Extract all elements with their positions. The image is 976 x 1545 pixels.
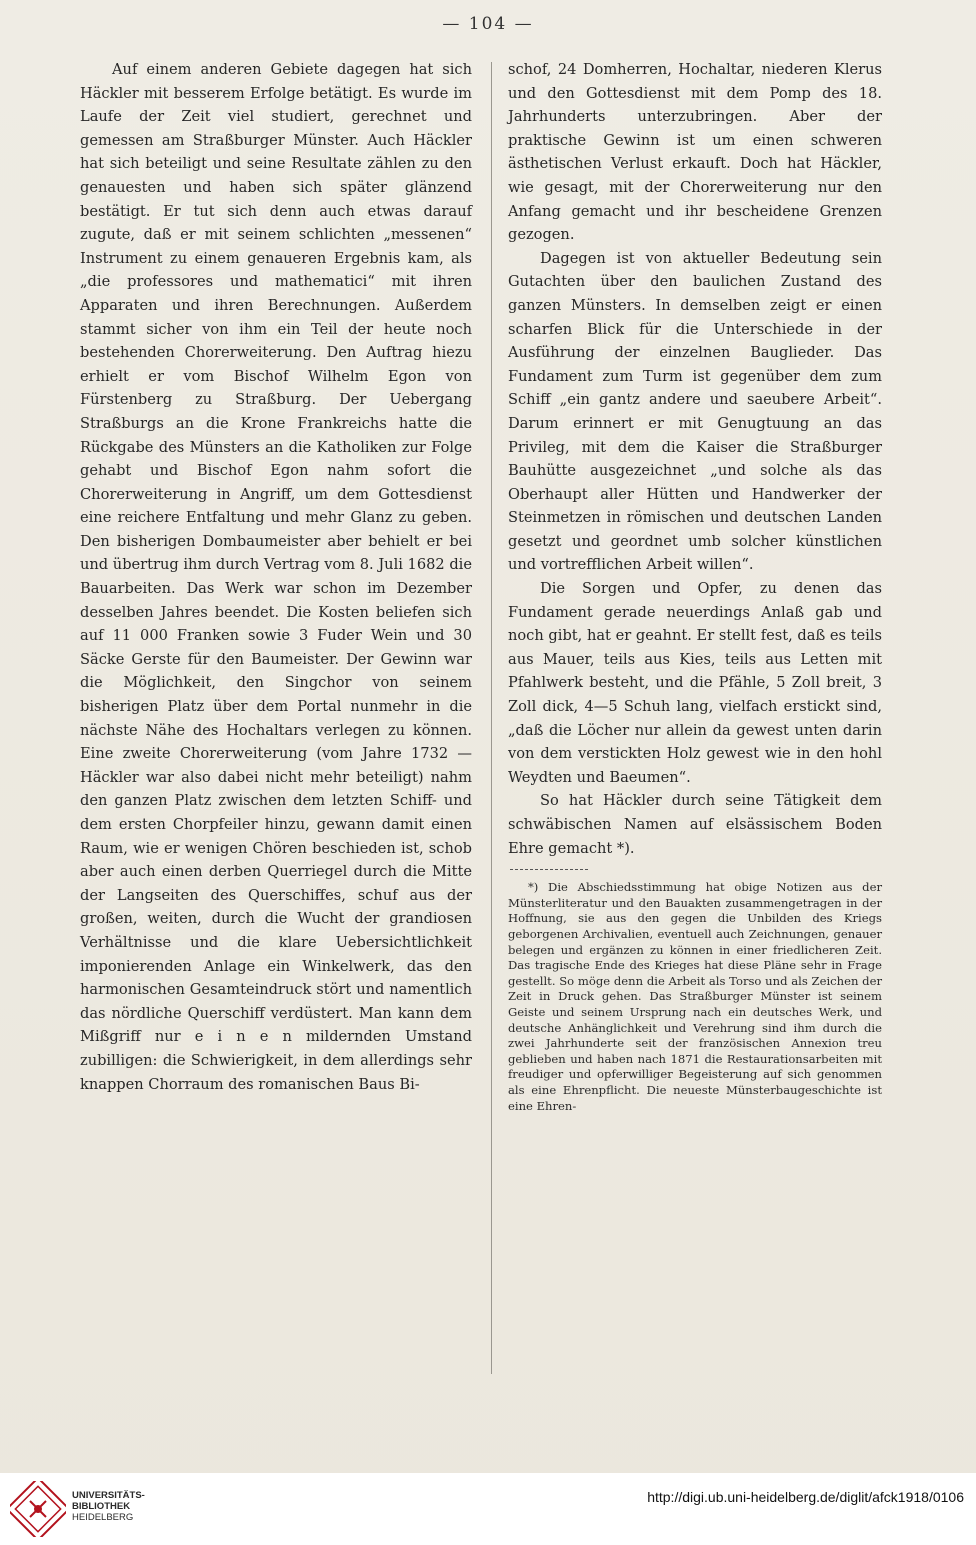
right-paragraph-2: Dagegen ist von aktueller Bedeutung sein Gutachten über den baulichen Zustand des ganzen Münsters. In demselben zeigt er einen scharfen Blick für die Unterschiede in der Ausführung der einzelnen Bauglieder. Das Fundament zum Turm ist gegenüber dem zum Schiff „ein gantz andere und saeubere Arbeit“. Darum erinnert er mit Genugtuung an das Privileg, mit dem die Kaiser die Straßburger Bauhütte ausgezeichnet „und solche als das Oberhaupt aller Hütten und Handwerker der Steinmetzen in römischen und deutschen Landen gesetzt und geordnet umb solcher künstlichen und vortrefflichen Arbeit willen“.: [508, 249, 882, 574]
right-paragraph-4: So hat Häckler durch seine Tätigkeit dem schwäbischen Namen auf elsässischem Boden Ehre gemacht *).: [508, 792, 882, 857]
left-column: [80, 58, 472, 1096]
institution-line-3: HEIDELBERG: [72, 1512, 134, 1523]
footnote: *) Die Abschiedsstimmung hat obige Notizen aus der Münsterliteratur und den Bauakten zusammengetragen in der Hoffnung, sie aus den gegen die Unbilden des Kriegs geborgenen Archivalien, eventuell auch Zeichnungen, genauer belegen und ergänzen zu können in einer friedlicheren Zeit. Das tragische Ende des Krieges hat diese Pläne sehr in Frage gestellt. So möge denn die Arbeit als Torso und als Zeichen der Zeit in Druck gehen. Das Straßburger Münster ist seinem Geiste und seinem Ursprung nach ein deutsches Werk, und deutsche Anhänglichkeit und Verehrung sind ihm durch die zwei Jahrhunderte seit der französischen Annexion treu geblieben und haben nach 1871 die Restaurationsarbeiten mit freudiger und opferwilliger Begeisterung auf sich genommen als eine Ehrenpflicht. Die neueste Münsterbaugeschichte ist eine Ehren-: [508, 880, 882, 1113]
page-number: — 104 —: [442, 14, 534, 34]
institution-line-1: UNIVERSITÄTS-: [72, 1490, 145, 1501]
left-paragraph-1: Auf einem anderen Gebiete dagegen hat sich Häckler mit besserem Erfolge betätigt. Es wurde im Laufe der Zeit viel studiert, gerechnet und gemessen am Straßburger Münster. Auch Häckler hat sich beteiligt und seine Resultate zählen zu den genauesten und haben sich später glänzend bestätigt. Er tut sich denn auch etwas darauf zugute, daß er mit seinem schlichten „messenen“ Instrument zu einem genaueren Ergebnis kam, als „die professores und mathematici“ mit ihren Apparaten und ihren Berechnungen. Außerdem stammt sicher von ihm ein Teil der heute noch bestehenden Chorerweiterung. Den Auftrag hiezu erhielt er vom Bischof Wilhelm Egon von Fürstenberg zu Straßburg. Der Uebergang Straßburgs an die Krone Frankreichs hatte die Rückgabe des Münsters an die Katholiken zur Folge gehabt und Bischof Egon nahm sofort die Chorerweiterung in Angriff, um dem Gottesdienst eine reichere Entfaltung und mehr Glanz zu geben. Den bisherigen Dombaumeister aber behielt er bei und übertrug ihm durch Vertrag vom 8. Juli 1682 die Bauarbeiten. Das Werk war schon im Dezember desselben Jahres beendet. Die Kosten beliefen sich auf 11 000 Franken sowie 3 Fuder Wein und 30 Säcke Gerste für den Baumeister. Der Gewinn war die Möglichkeit, den Singchor von seinem bisherigen Platz über dem Portal nunmehr in die nächste Nähe des Hochaltars verlegen zu können. Eine zweite Chorerweiterung (vom Jahre 1732 — Häckler war also dabei nicht mehr beteiligt) nahm den ganzen Platz zwischen dem letzten Schiff- und dem ersten Chorpfeiler hinzu, gewann damit einen Raum, wie er wenigen Chören beschieden ist, schob aber auch einen derben Querriegel durch die Mitte der Langseiten des Querschiffes, schuf aus der großen, weiten, durch die Wucht der grandiosen Verhältnisse und die klare Uebersichtlichkeit imponierenden Anlage ein Winkelwerk, das den harmonischen Gesamteindruck stört und namentlich das nördliche Querschiff verdüstert. Man kann dem Mißgriff nur e i n e n mildernden Umstand zubilligen: die Schwierigkeit, in dem allerdings sehr knappen Chorraum des romanischen Baus Bi-: [80, 61, 472, 1093]
footnote-separator: [510, 869, 588, 870]
right-paragraph-3: Die Sorgen und Opfer, zu denen das Fundament gerade neuerdings Anlaß gab und noch gibt, hat er geahnt. Er stellt fest, daß es teils aus Mauer, teils aus Kies, teils aus Letten mit Pfahlwerk besteht, und die Pfähle, 5 Zoll breit, 3 Zoll dick, 4—5 Schuh lang, vielfach erstickt sind, „daß die Löcher nur allein da gewest unten darin von dem verstickten Holz gewest wie in den hohl Weydten und Baeumen“.: [508, 580, 882, 786]
institution-line-2: BIBLIOTHEK: [72, 1501, 131, 1512]
library-footer: [0, 1473, 976, 1545]
institution-name: [72, 1490, 145, 1523]
right-column: [508, 58, 882, 1114]
permalink-url[interactable]: http://digi.ub.uni-heidelberg.de/diglit/afck1918/0106: [647, 1489, 964, 1505]
right-paragraph-1: schof, 24 Domherren, Hochaltar, niederen Klerus und den Gottesdienst mit dem Pomp des 18. Jahrhunderts unterzubringen. Aber der praktische Gewinn ist um einen schweren ästhetischen Verlust erkauft. Doch hat Häckler, wie gesagt, mit der Chorerweiterung nur den Anfang gemacht und ihr bescheidene Grenzen gezogen.: [508, 61, 882, 244]
column-divider: [491, 62, 492, 1374]
heidelberg-seal-icon: [10, 1481, 66, 1537]
